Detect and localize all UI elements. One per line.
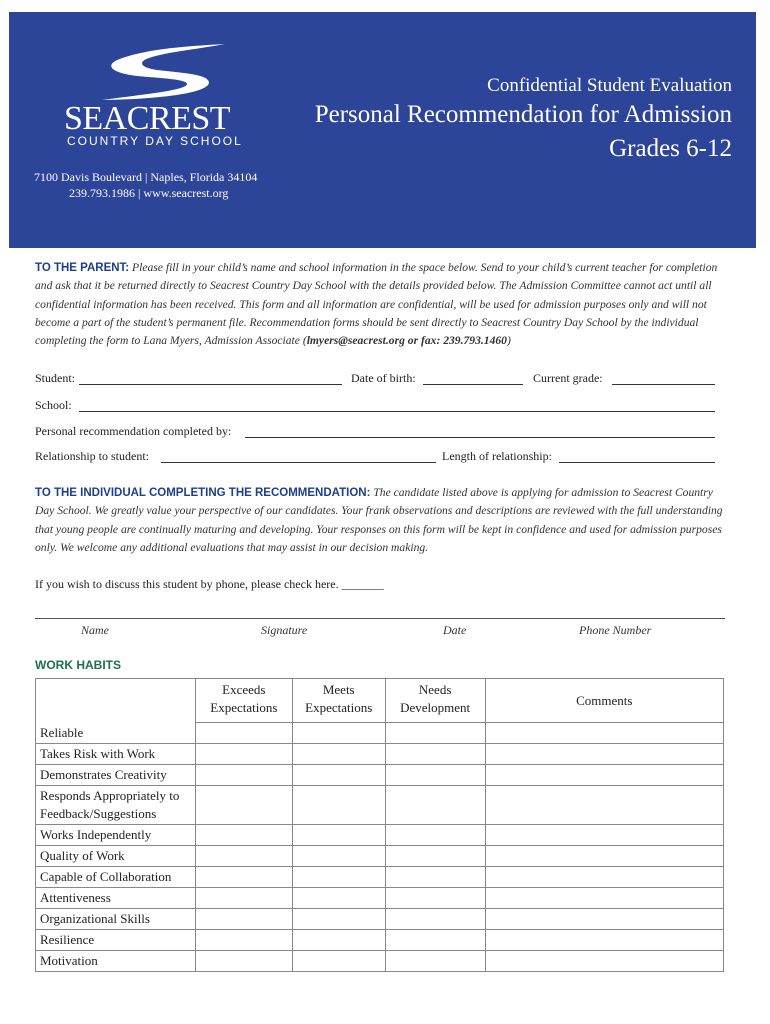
meets-cell[interactable]	[292, 744, 385, 765]
needs-cell[interactable]	[385, 744, 485, 765]
form-subtitle: Confidential Student Evaluation	[487, 75, 732, 96]
criterion-label: Organizational Skills	[36, 909, 196, 930]
student-label: Student:	[35, 371, 76, 385]
comments-cell[interactable]	[485, 744, 723, 765]
signature-line[interactable]	[35, 618, 725, 619]
comments-cell[interactable]	[485, 765, 723, 786]
table-header-row	[36, 679, 724, 723]
student-field[interactable]	[79, 384, 342, 385]
criterion-label: Attentiveness	[36, 888, 196, 909]
meets-cell[interactable]	[292, 909, 385, 930]
contact-info: lmyers@seacrest.org or fax: 239.793.1460	[306, 334, 507, 348]
comments-cell[interactable]	[485, 888, 723, 909]
dob-field[interactable]	[423, 384, 523, 385]
length-label: Length of relationship:	[442, 449, 552, 463]
criterion-label: Reliable	[36, 723, 196, 744]
parent-close: )	[506, 334, 511, 348]
col-comments	[485, 679, 723, 723]
comments-cell[interactable]	[485, 825, 723, 846]
name-caption: Name	[81, 623, 109, 637]
address-line: 7100 Davis Boulevard | Naples, Florida 34104	[34, 170, 258, 184]
exceeds-cell[interactable]	[195, 951, 292, 972]
table-row	[36, 825, 724, 846]
criterion-label: Capable of Collaboration	[36, 867, 196, 888]
comments-cell[interactable]	[485, 930, 723, 951]
needs-cell[interactable]	[385, 723, 485, 744]
criterion-label: Works Independently	[36, 825, 196, 846]
phone-caption: Phone Number	[579, 623, 652, 637]
relationship-label: Relationship to student:	[35, 449, 149, 463]
parent-lead: TO THE PARENT:	[35, 262, 130, 274]
col-exceeds	[195, 679, 292, 723]
exceeds-cell[interactable]	[195, 744, 292, 765]
meets-cell[interactable]	[292, 888, 385, 909]
col-label: Meets	[322, 682, 355, 697]
meets-cell[interactable]	[292, 951, 385, 972]
col-label: Exceeds	[222, 682, 266, 697]
col-meets	[292, 679, 385, 723]
parent-instructions	[35, 259, 725, 350]
exceeds-cell[interactable]	[195, 723, 292, 744]
criterion-label: Demonstrates Creativity	[36, 765, 196, 786]
school-label: School:	[35, 398, 72, 412]
table-row	[36, 723, 724, 744]
form-title: Personal Recommendation for Admission	[314, 101, 732, 128]
meets-cell[interactable]	[292, 786, 385, 825]
criterion-label: Responds Appropriately to Feedback/Suggestions	[36, 786, 196, 825]
work-habits-title: WORK HABITS	[35, 658, 121, 672]
exceeds-cell[interactable]	[195, 888, 292, 909]
date-caption: Date	[443, 623, 467, 637]
criterion-label: Motivation	[36, 951, 196, 972]
individual-body: The candidate listed above is applying for admission to Seacrest Country Day School. We greatly value your perspective of our candidates. Your frank observations and descriptions are reviewed with the full understanding that young people are continually maturing and developing. Your responses on this form will be kept in confidence and used for admission purposes only. We welcome any additional evaluations that may assist in our decision making.	[35, 486, 723, 554]
work-habits-table	[35, 678, 724, 972]
needs-cell[interactable]	[385, 867, 485, 888]
exceeds-cell[interactable]	[195, 786, 292, 825]
exceeds-cell[interactable]	[195, 909, 292, 930]
form-grades: Grades 6-12	[609, 135, 732, 162]
exceeds-cell[interactable]	[195, 765, 292, 786]
school-field[interactable]	[79, 411, 715, 412]
comments-cell[interactable]	[485, 723, 723, 744]
contact-line: 239.793.1986 | www.seacrest.org	[69, 186, 229, 200]
signature-caption: Signature	[261, 623, 308, 637]
needs-cell[interactable]	[385, 930, 485, 951]
dob-label: Date of birth:	[351, 371, 416, 385]
completed-by-label: Personal recommendation completed by:	[35, 424, 232, 438]
col-label: Expectations	[210, 700, 278, 715]
individual-instructions	[35, 484, 725, 557]
col-needs	[385, 679, 485, 723]
individual-lead: TO THE INDIVIDUAL COMPLETING THE RECOMMENDATION:	[35, 487, 371, 499]
comments-cell[interactable]	[485, 846, 723, 867]
table-row	[36, 765, 724, 786]
col-label: Comments	[576, 693, 633, 708]
exceeds-cell[interactable]	[195, 825, 292, 846]
completed-by-field[interactable]	[245, 437, 715, 438]
comments-cell[interactable]	[485, 909, 723, 930]
table-row	[36, 888, 724, 909]
parent-body: Please fill in your child’s name and school information in the space below. Send to your child’s current teacher for completion and ask that it be returned directly to Seacrest Country Day School with the details provided below. The Admission Committee cannot act until all confidential information has been received. This form and all information are confidential, will be used for admission purposes only and will not become a part of the student’s permanent file. Recommendation forms should be sent directly to Seacrest Country Day School by the individual completing the form to Lana Myers, Admission Associate (	[35, 261, 718, 348]
meets-cell[interactable]	[292, 723, 385, 744]
needs-cell[interactable]	[385, 846, 485, 867]
col-label: Development	[400, 700, 471, 715]
table-row	[36, 951, 724, 972]
seacrest-swoosh-logo-icon	[97, 42, 227, 102]
needs-cell[interactable]	[385, 888, 485, 909]
logo-subtitle: COUNTRY DAY SCHOOL	[67, 134, 243, 148]
needs-cell[interactable]	[385, 765, 485, 786]
meets-cell[interactable]	[292, 867, 385, 888]
grade-label: Current grade:	[533, 371, 603, 385]
grade-field[interactable]	[612, 384, 715, 385]
criterion-label: Resilience	[36, 930, 196, 951]
exceeds-cell[interactable]	[195, 846, 292, 867]
needs-cell[interactable]	[385, 825, 485, 846]
relationship-field[interactable]	[161, 462, 436, 463]
needs-cell[interactable]	[385, 786, 485, 825]
criterion-label: Quality of Work	[36, 846, 196, 867]
table-row	[36, 846, 724, 867]
meets-cell[interactable]	[292, 846, 385, 867]
table-row	[36, 930, 724, 951]
comments-cell[interactable]	[485, 951, 723, 972]
phone-contact-checkbox[interactable]: If you wish to discuss this student by phone, please check here. _______	[35, 577, 384, 591]
criterion-label: Takes Risk with Work	[36, 744, 196, 765]
needs-cell[interactable]	[385, 951, 485, 972]
col-label: Expectations	[305, 700, 373, 715]
table-row	[36, 786, 724, 825]
meets-cell[interactable]	[292, 825, 385, 846]
needs-cell[interactable]	[385, 909, 485, 930]
table-row	[36, 744, 724, 765]
table-row	[36, 867, 724, 888]
length-field[interactable]	[559, 462, 715, 463]
col-label: Needs	[418, 682, 452, 697]
criteria-header	[36, 679, 196, 723]
exceeds-cell[interactable]	[195, 867, 292, 888]
comments-cell[interactable]	[485, 867, 723, 888]
logo-wordmark: SEACREST	[64, 100, 231, 137]
table-row	[36, 909, 724, 930]
form-page	[9, 12, 756, 1012]
exceeds-cell[interactable]	[195, 930, 292, 951]
meets-cell[interactable]	[292, 930, 385, 951]
comments-cell[interactable]	[485, 786, 723, 825]
header-banner	[9, 12, 756, 248]
meets-cell[interactable]	[292, 765, 385, 786]
